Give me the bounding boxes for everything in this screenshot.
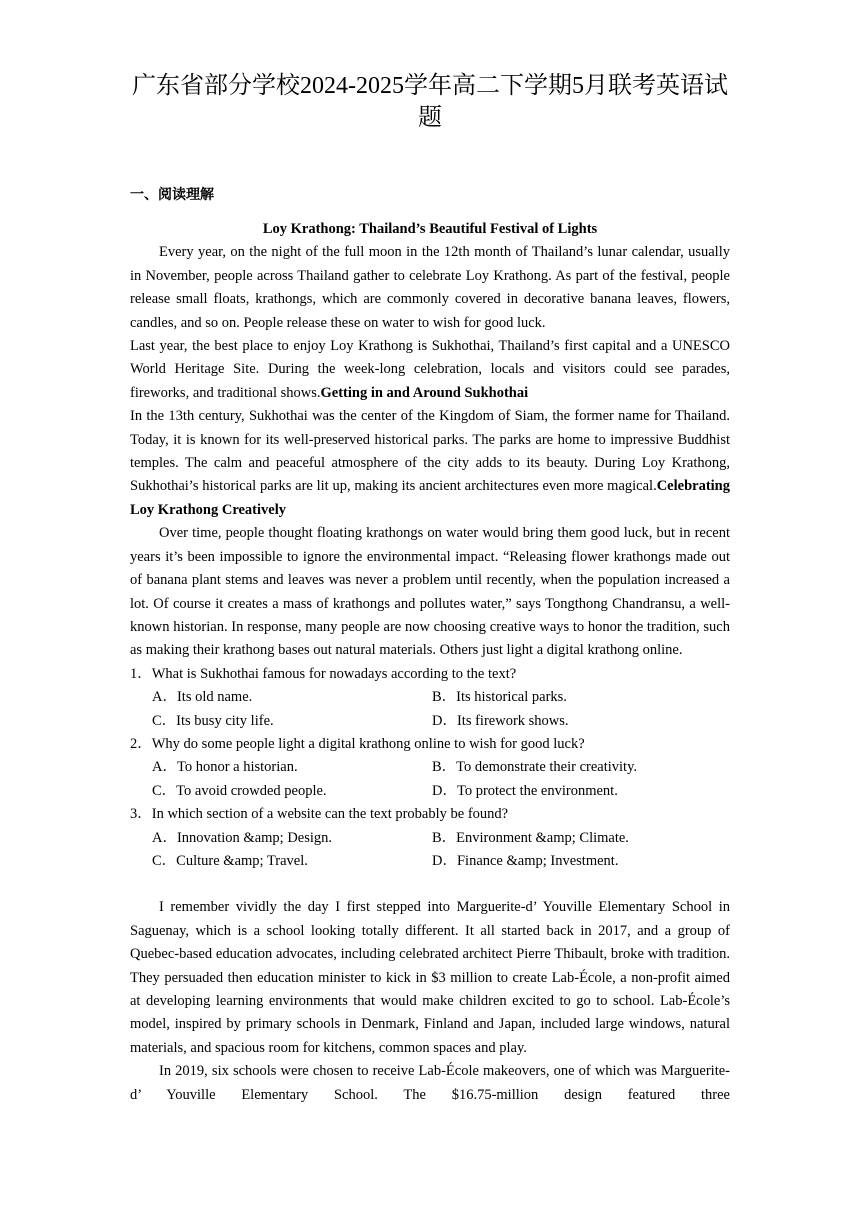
passage-title: Loy Krathong: Thailand’s Beautiful Festival of Lights [262, 221, 598, 237]
question-1-option-a: A．Its old name. [152, 689, 253, 706]
question-2-option-c: C．To avoid crowded people. [152, 782, 327, 799]
question-1-option-c: C．Its busy city life. [152, 712, 274, 729]
subheading-celebrating: Celebrating Loy Krathong Creatively [130, 478, 730, 518]
question-2-options [130, 756, 730, 803]
question-2-option-a: A．To honor a historian. [152, 759, 298, 776]
question-3-option-a: A．Innovation &amp; Design. [152, 829, 333, 846]
question-1-option-d: D．Its firework shows. [432, 712, 569, 729]
passage2-paragraph-2: In 2019, six schools were chosen to receive Lab-École makeovers, one of which was Marguerite-d’ Youville Elementary School. The $16.75-million design featured three [130, 1063, 730, 1103]
passage2-paragraph-1: I remember vividly the day I first stepped into Marguerite-d’ Youville Elementary School in Saguenay, which is a school looking totally different. It all started back in 2017, and a group of Quebec-based education advocates, including celebrated architect Pierre Thibault, broke with tradition. They persuaded then education minister to kick in $3 million to create Lab-École, a non-profit aimed at developing learning environments that would make children excited to go to school. Lab-École’s model, inspired by primary schools in Denmark, Finland and Japan, included large windows, natural materials, and spacious room for kitchens, common spaces and play. [130, 899, 730, 1056]
section-heading: 一、阅读理解 [130, 188, 214, 203]
question-1-options [130, 686, 730, 733]
passage1-paragraph-4: Over time, people thought floating krathongs on water would bring them good luck, but in recent years it’s been impossible to ignore the environmental impact. “Releasing flower krathongs made out of banana plant stems and leaves was never a problem until recently, when the population increased a lot. Of course it creates a mass of krathongs and pollutes water,” says Tongthong Chandransu, a well-known historian. In response, many people are now choosing creative ways to honor the tradition, such as making their krathong bases out natural materials. Others just light a digital krathong online. [130, 525, 730, 659]
question-1-stem: 1．What is Sukhothai famous for nowadays according to the text? [130, 665, 517, 682]
passage1-paragraph-2 [130, 335, 730, 405]
question-2-option-b: B．To demonstrate their creativity. [432, 759, 638, 776]
question-3-option-c: C．Culture &amp; Travel. [152, 852, 308, 869]
question-3-stem: 3．In which section of a website can the text probably be found? [130, 806, 509, 823]
question-2-stem: 2．Why do some people light a digital krathong online to wish for good luck? [130, 735, 585, 752]
question-3-option-b: B．Environment &amp; Climate. [432, 829, 629, 846]
passage1-paragraph-1: Every year, on the night of the full moon in the 12th month of Thailand’s lunar calendar, usually in November, people across Thailand gather to celebrate Loy Krathong. As part of the festival, people release small floats, krathongs, which are commonly covered in decorative banana leaves, flowers, candles, and so on. People release these on water to wish for good luck. [130, 244, 730, 331]
question-2-option-d: D．To protect the environment. [432, 782, 618, 799]
paragraph-text: Last year, the best place to enjoy Loy Krathong is Sukhothai, Thailand’s first capital and a UNESCO World Heritage Site. During the week-long celebration, locals and visitors could see parades, fireworks, and traditional shows. [130, 338, 730, 401]
spacer [130, 873, 730, 896]
question-3-option-d: D．Finance &amp; Investment. [432, 852, 619, 869]
question-3-options [130, 827, 730, 874]
subheading-getting-around: Getting in and Around Sukhothai [320, 384, 529, 401]
document-page [130, 70, 730, 1107]
question-1-option-b: B．Its historical parks. [432, 689, 567, 706]
document-title: 广东省部分学校2024-2025学年高二下学期5月联考英语试题 [132, 73, 728, 131]
paragraph-text: In the 13th century, Sukhothai was the center of the Kingdom of Siam, the former name for Thailand. Today, it is known for its well-preserved historical parks. The parks are home to impressive Buddhist temples. The calm and peaceful atmosphere of the city adds to its beauty. During Loy Krathong, Sukhothai’s historical parks are lit up, making its ancient architectures even more magical. [130, 408, 730, 495]
passage1-paragraph-3 [130, 405, 730, 522]
